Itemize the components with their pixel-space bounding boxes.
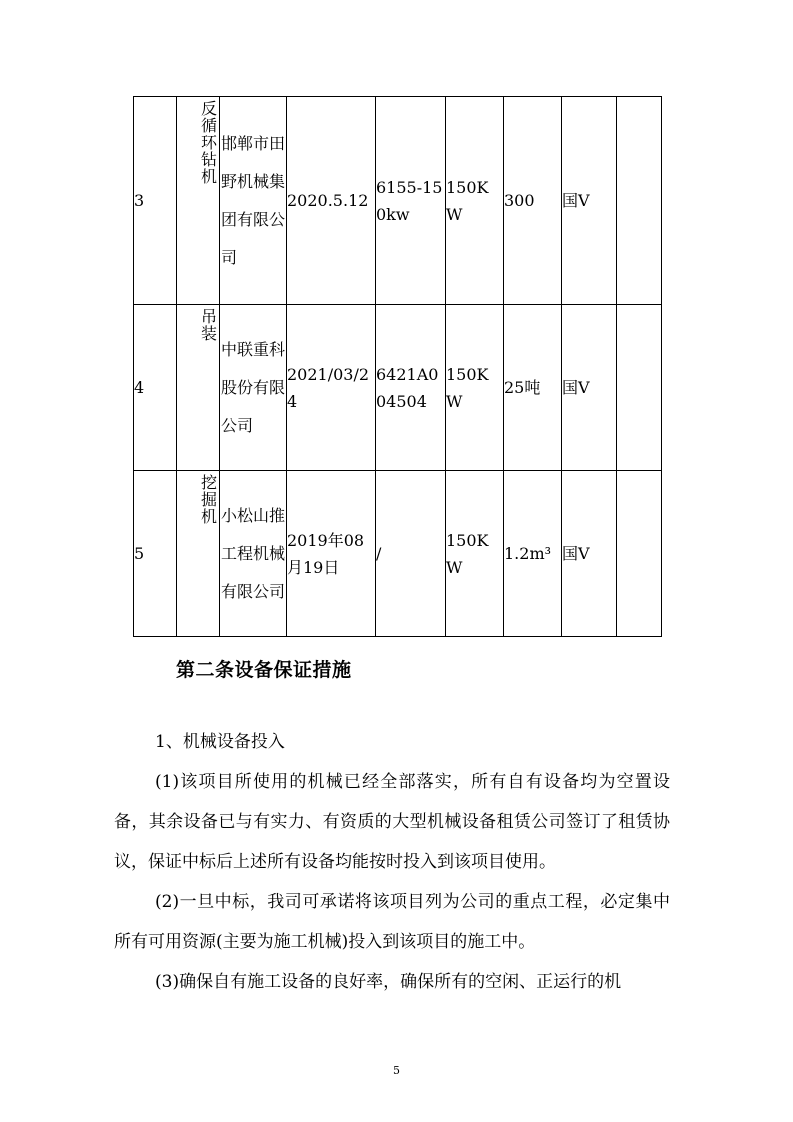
extra-cell (617, 305, 662, 471)
manufacturer: 小松山推工程机械有限公司 (220, 471, 287, 637)
page-number: 5 (393, 1064, 400, 1077)
table-row (134, 97, 662, 305)
model-number: / (376, 471, 446, 637)
rated-power: 150KW (446, 305, 504, 471)
capacity-spec: 1.2m³ (504, 471, 562, 637)
row-number: 3 (134, 97, 177, 305)
production-date: 2020.5.12 (287, 97, 376, 305)
emission-standard: 国Ⅴ (562, 97, 617, 305)
equipment-table (133, 96, 662, 637)
model-number: 6421A004504 (376, 305, 446, 471)
equipment-name: 反 循 环 钻 机 (177, 97, 220, 305)
emission-standard: 国Ⅴ (562, 305, 617, 471)
subsection-title: 1、机械设备投入 (155, 732, 285, 752)
manufacturer: 邯郸市田野机械集团有限公司 (220, 97, 287, 305)
extra-cell (617, 97, 662, 305)
equipment-name: 吊 装 (177, 305, 220, 471)
paragraph: (3)确保自有施工设备的良好率，确保所有的空闲、正运行的机 (155, 972, 622, 992)
capacity-spec: 300 (504, 97, 562, 305)
row-number: 5 (134, 471, 177, 637)
row-number: 4 (134, 305, 177, 471)
paragraph: (2)一旦中标，我司可承诺将该项目列为公司的重点工程，必定集中所有可用资源(主要为施工机械)投入到该项目的施工中。 (114, 892, 670, 952)
section-heading: 第二条设备保证措施 (176, 659, 352, 681)
table-row (134, 471, 662, 637)
equipment-name: 挖 掘 机 (177, 471, 220, 637)
table-row (134, 305, 662, 471)
model-number: 6155-150kw (376, 97, 446, 305)
emission-standard: 国Ⅴ (562, 471, 617, 637)
extra-cell (617, 471, 662, 637)
rated-power: 150KW (446, 471, 504, 637)
capacity-spec: 25吨 (504, 305, 562, 471)
manufacturer: 中联重科股份有限公司 (220, 305, 287, 471)
rated-power: 150KW (446, 97, 504, 305)
paragraph: (1)该项目所使用的机械已经全部落实，所有自有设备均为空置设备，其余设备已与有实力、有资质的大型机械设备租赁公司签订了租赁协议，保证中标后上述所有设备均能按时投入到该项目使用。 (114, 772, 670, 872)
production-date: 2019年08月19日 (287, 471, 376, 637)
production-date: 2021/03/24 (287, 305, 376, 471)
